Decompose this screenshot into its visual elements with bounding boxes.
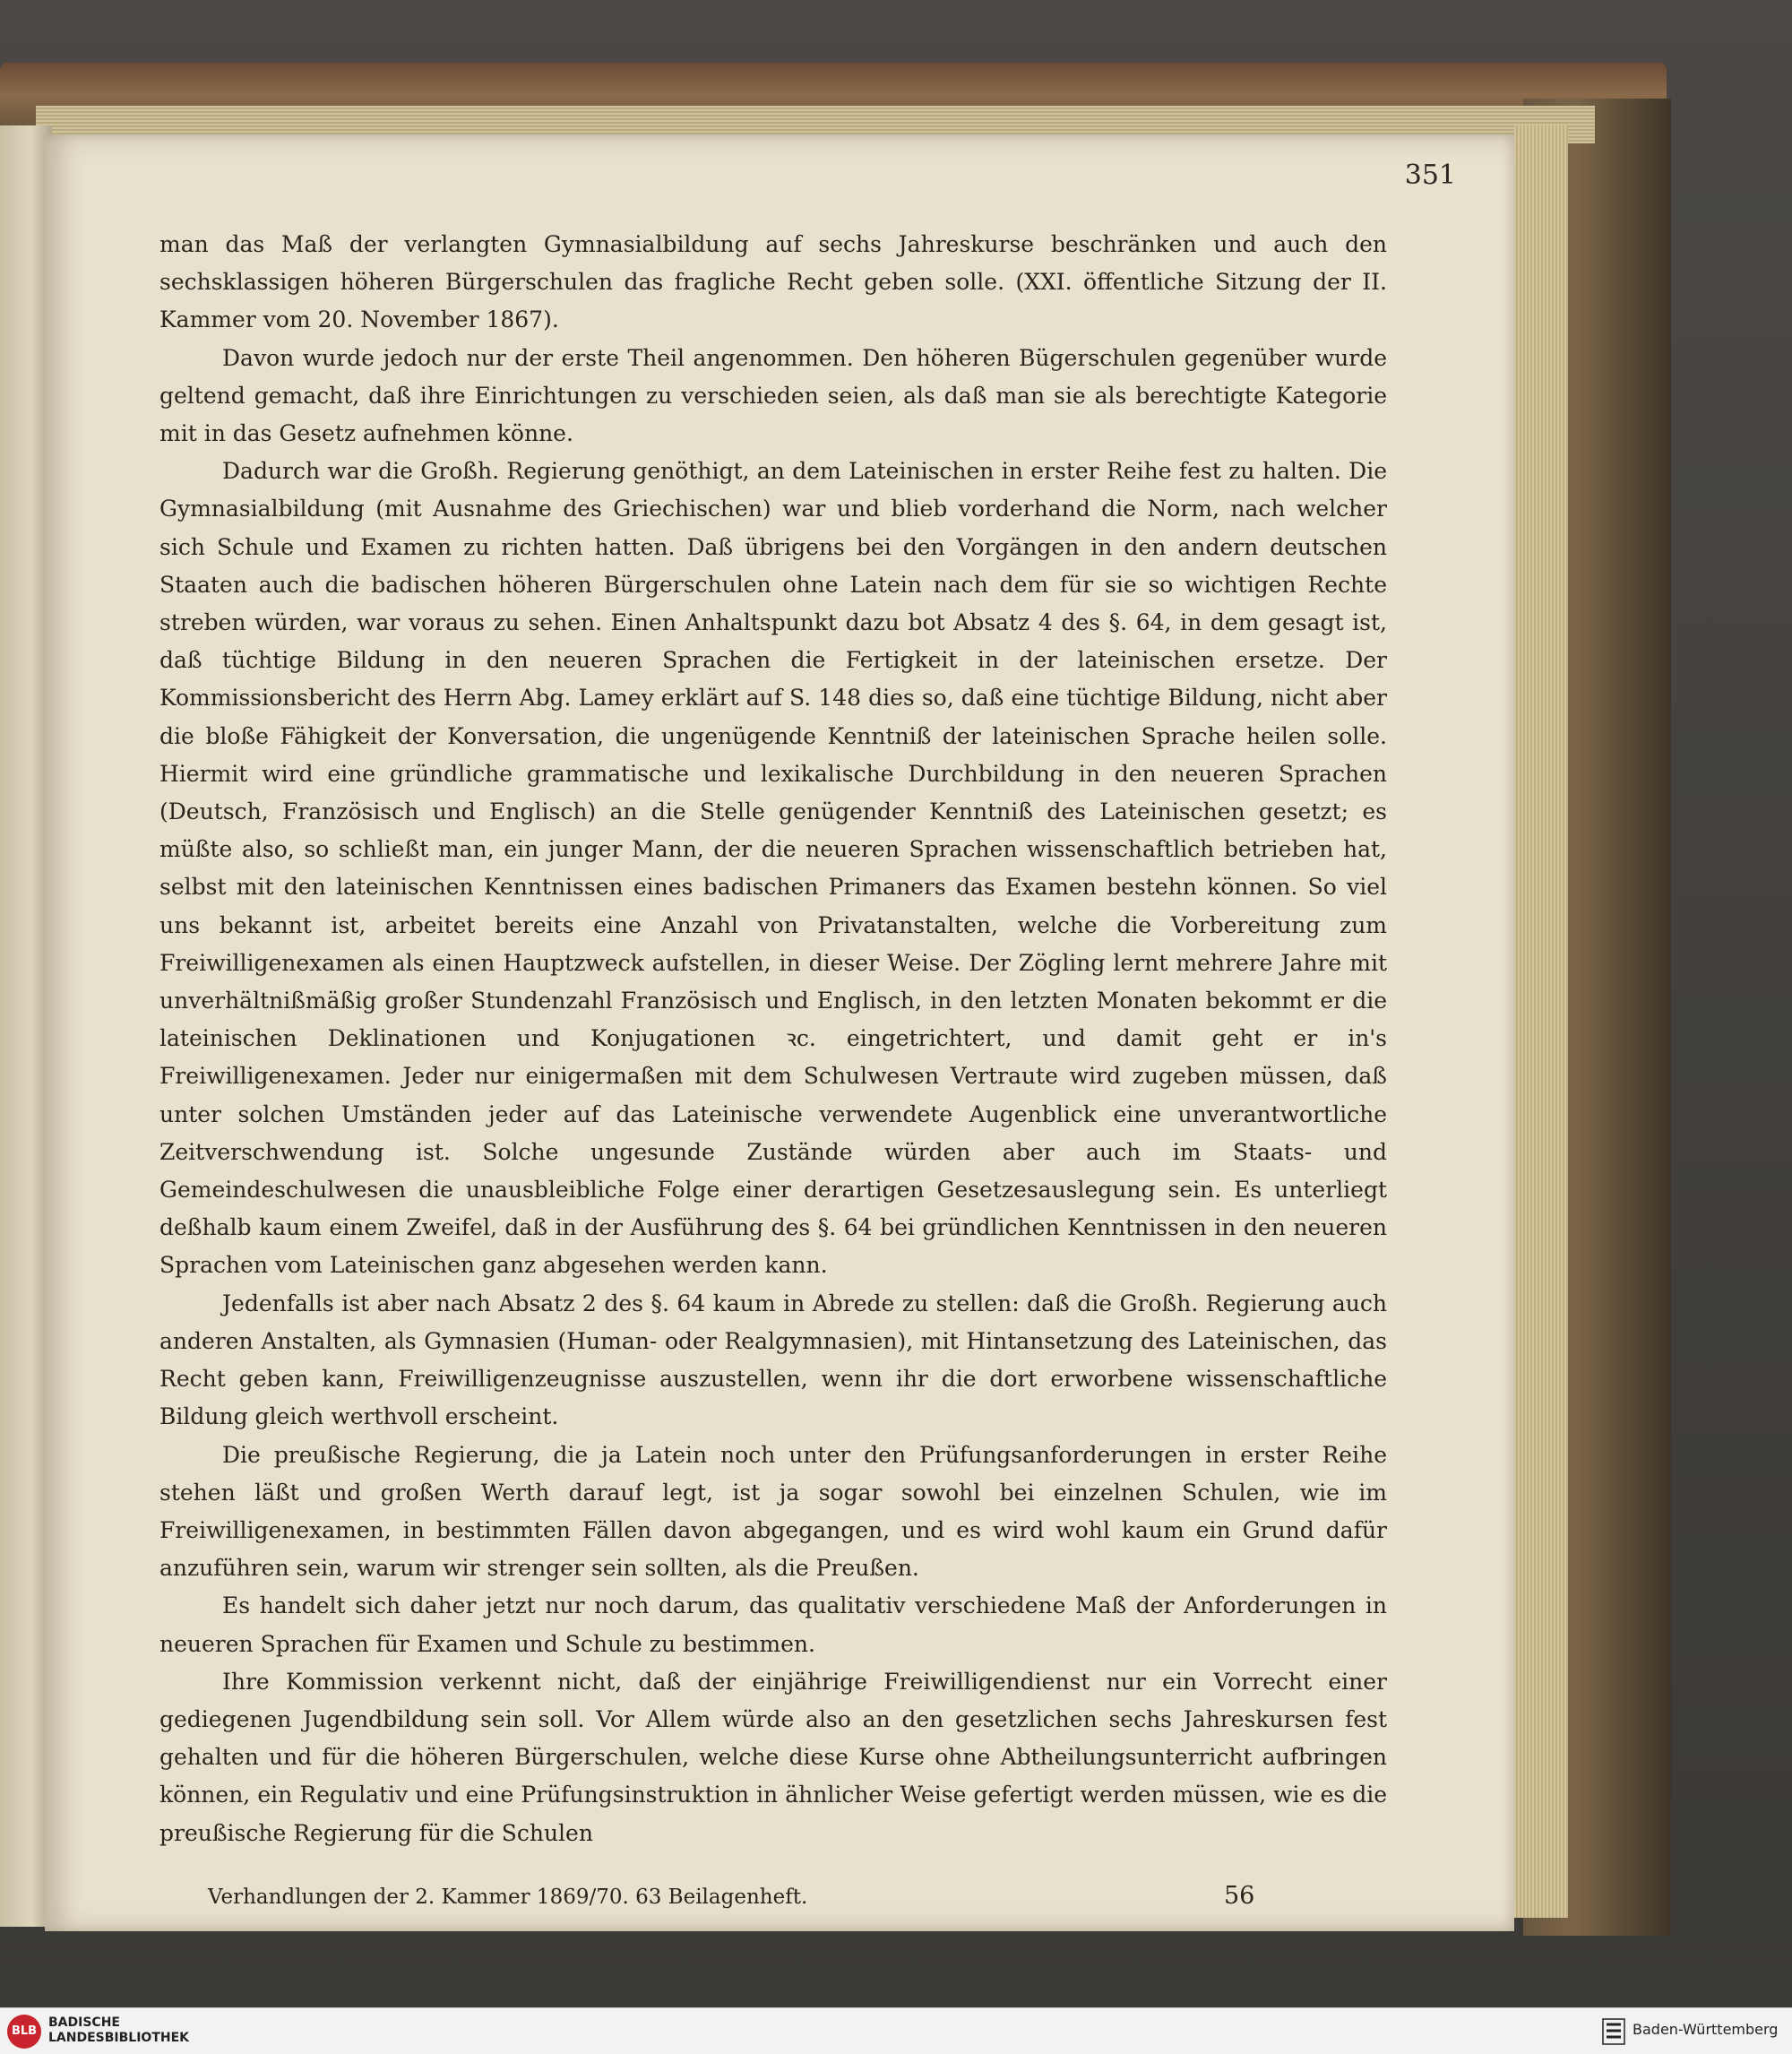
page-edges-right xyxy=(1514,125,1568,1918)
blb-logo-icon[interactable]: BLB xyxy=(7,2015,41,2049)
library-name-line2: LANDESBIBLIOTHEK xyxy=(48,2031,190,2045)
paragraph: Die preußische Regierung, die ja Latein noch unter den Prüfungsanforderungen in erster Reihe stehen läßt und großen Werth darauf legt, ist ja sogar sowohl bei einzelnen Schulen, wie im Freiwilligenexamen, in bestimmten Fällen davon abgegangen, und es wird wohl kaum ein Grund dafür anzuführen sein, warum wir strenger sein sollten, als die Preußen. xyxy=(159,1441,1387,1582)
paragraph: Jedenfalls ist aber nach Absatz 2 des §. 64 kaum in Abrede zu stellen: daß die Großh. Regierung auch anderen Anstalten, als Gymnasien (Human- oder Realgymnasien), mit Hintansetzung des Lateinischen, das Recht geben kann, Freiwilligenzeugnisse auszustellen, wenn ihr die dort erworbene wissenschaftliche Bildung gleich werthvoll erscheint. xyxy=(159,1290,1387,1430)
paragraph: Davon wurde jedoch nur der erste Theil angenommen. Den höheren Bügerschulen gegenüber wurde geltend gemacht, daß ihre Einrichtungen zu verschieden seien, als daß man sie als berechtigte Kategorie mit in das Gesetz aufnehmen könne. xyxy=(159,344,1387,447)
viewer-bottom-bar xyxy=(0,2007,1792,2054)
library-name-line1: BADISCHE xyxy=(48,2015,120,2030)
baden-wuerttemberg-lions-icon[interactable] xyxy=(1602,2017,1625,2046)
paragraph: man das Maß der verlangten Gymnasialbildung auf sechs Jahreskurse beschränken und auch den sechsklassigen höheren Bürgerschulen das fragliche Recht geben solle. (XXI. öffentliche Sitzung der II. Kammer vom 20. November 1867). xyxy=(159,231,1387,333)
library-name[interactable] xyxy=(48,2015,189,2046)
state-label[interactable]: Baden-Württemberg xyxy=(1633,2021,1779,2038)
paragraph: Es handelt sich daher jetzt nur noch darum, das qualitativ verschiedene Maß der Anforderungen in neueren Sprachen für Examen und Schule zu bestimmen. xyxy=(159,1592,1387,1657)
page-text xyxy=(159,226,1387,1852)
paragraph: Dadurch war die Großh. Regierung genöthigt, an dem Lateinischen in erster Reihe fest zu halten. Die Gymnasialbildung (mit Ausnahme des Griechischen) war und blieb vorderhand die Norm, nach welcher sich Schule und Examen zu richten hatten. Daß übrigens bei den Vorgängen in den andern deutschen Staaten auch die badischen höheren Bürgerschulen ohne Latein nach dem für sie so wichtigen Rechte streben würden, war voraus zu sehen. Einen Anhaltspunkt dazu bot Absatz 4 des §. 64, in dem gesagt ist, daß tüchtige Bildung in den neueren Sprachen die Fertigkeit in der lateinischen ersetze. Der Kommissionsbericht des Herrn Abg. Lamey erklärt auf S. 148 dies so, daß eine tüchtige Bildung, nicht aber die bloße Fähigkeit der Konversation, die ungenügende Kenntniß der lateinischen Sprache heilen solle. Hiermit wird eine gründliche grammatische und lexikalische Durchbildung in den neueren Sprachen (Deutsch, Französisch und Englisch) an die Stelle genügender Kenntniß des Lateinischen gesetzt; es müßte also, so schließt man, ein junger Mann, der die neueren Sprachen wissenschaftlich betrieben hat, selbst mit den lateinischen Kenntnissen eines badischen Primaners das Examen bestehn können. So viel uns bekannt ist, arbeitet bereits eine Anzahl von Privatanstalten, welche die Vorbereitung zum Freiwilligenexamen als einen Hauptzweck aufstellen, in dieser Weise. Der Zögling lernt mehrere Jahre mit unverhältnißmäßig großer Stundenzahl Französisch und Englisch, in den letzten Monaten bekommt er die lateinischen Deklinationen und Konjugationen ꝛc. eingetrichtert, und damit geht er in's Freiwilligenexamen. Jeder nur einigermaßen mit dem Schulwesen Vertraute wird zugeben müssen, daß unter solchen Umständen jeder auf das Lateinische verwendete Augenblick eine unverantwortliche Zeitverschwendung ist. Solche ungesunde Zustände würden aber auch im Staats- und Gemeindeschulwesen die unausbleibliche Folge einer derartigen Gesetzesauslegung sein. Es unterliegt deßhalb kaum einem Zweifel, daß in der Ausführung des §. 64 bei gründlichen Kenntnissen in den neueren Sprachen vom Lateinischen ganz abgesehen werden kann. xyxy=(159,458,1387,1279)
page-footer-source: Verhandlungen der 2. Kammer 1869/70. 63 Beilagenheft. xyxy=(208,1886,808,1909)
page-footer-signature: 56 xyxy=(1224,1882,1255,1910)
paragraph: Ihre Kommission verkennt nicht, daß der einjährige Freiwilligendienst nur ein Vorrecht einer gediegenen Jugendbildung sein soll. Vor Allem würde also an den gesetzlichen sechs Jahreskursen fest gehalten und für die höheren Bürgerschulen, welche diese Kurse ohne Abtheilungsunterricht aufbringen können, ein Regulativ und eine Prüfungsinstruktion in ähnlicher Weise gefertigt werden müssen, wie es die preußische Regierung für die Schulen xyxy=(159,1668,1387,1846)
page-number: 351 xyxy=(1404,160,1456,191)
